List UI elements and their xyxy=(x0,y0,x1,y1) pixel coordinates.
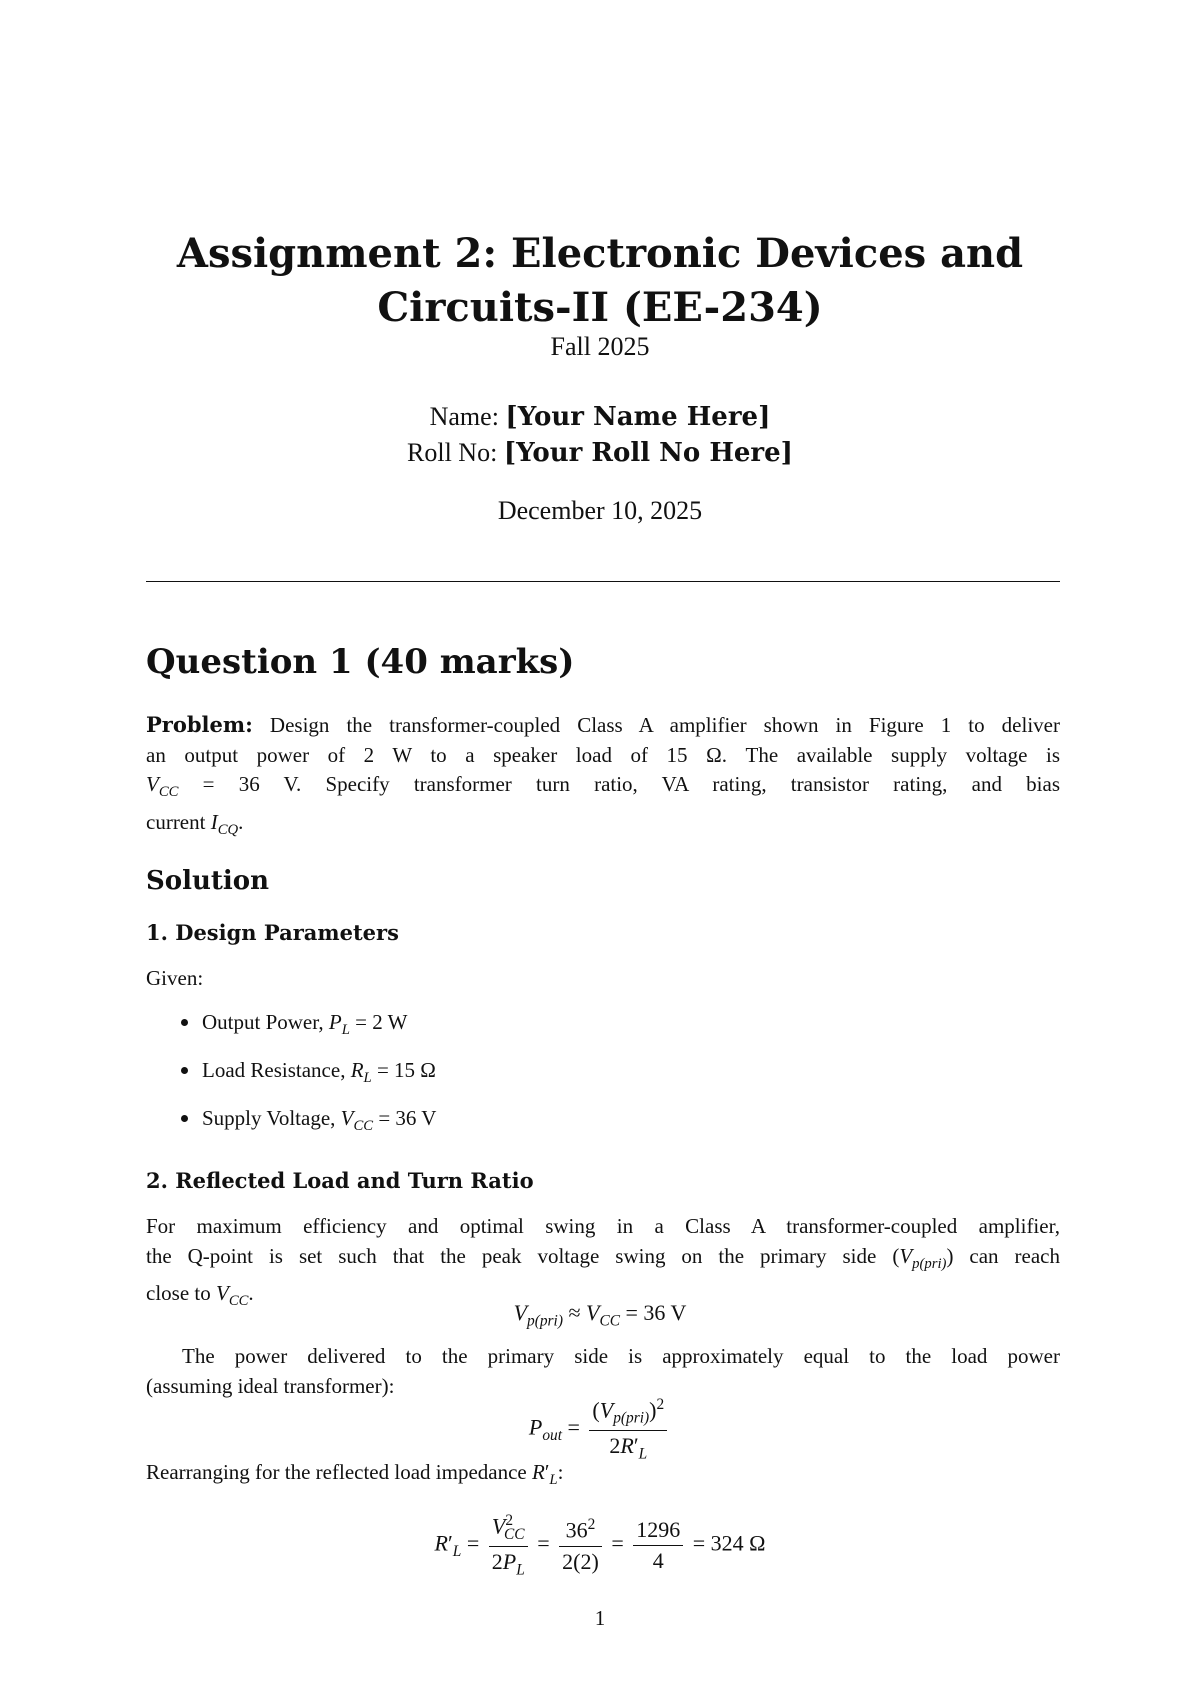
problem-label: Problem: xyxy=(146,712,253,737)
bullet-icon xyxy=(181,1115,188,1122)
roll-value: [Your Roll No Here] xyxy=(503,438,793,468)
section-1-heading: 1. Design Parameters xyxy=(146,920,399,945)
roll-line xyxy=(0,438,1200,468)
name-label: Name: xyxy=(429,402,499,431)
page-number: 1 xyxy=(594,1606,606,1630)
paragraph-efficiency: For maximum efficiency and optimal swing in a Class A transformer-coupled amplifier, the Q-point is set such that the peak voltage swing on the primary side $(V_{p(pri)})$ can reach close to $V_{CC}$. xyxy=(146,1214,1060,1310)
problem-line-4: current xyxy=(146,809,211,834)
equation-pout: $P_{out}$ = $\frac{(V_{p(pri)})^2}{2R'_L}$ xyxy=(0,1396,1200,1463)
problem-statement: Problem: Design the transformer-coupled Class A amplifier shown in Figure 1 to deliver an output power of 2 W to a speaker load of 15 Ω. The available supply voltage is $V_{CC} = 36$ V. Specify transformer turn ratio, VA rating, transistor rating, and bias current $I_{CQ}$. xyxy=(146,712,1060,838)
name-line xyxy=(0,402,1200,432)
paragraph-power: The power delivered to the primary side is approximately equal to the load power (assuming ideal transformer): xyxy=(146,1344,1060,1398)
given-label: Given: xyxy=(146,966,204,990)
bullet-icon xyxy=(181,1067,188,1074)
bullet-icon xyxy=(181,1019,188,1026)
section-2-heading: 2. Reflected Load and Turn Ratio xyxy=(146,1168,534,1193)
name-value: [Your Name Here] xyxy=(505,402,771,432)
bullet-output-power: Output Power, $P_L = 2$ W xyxy=(181,1010,407,1039)
horizontal-rule xyxy=(146,581,1060,582)
problem-line-2: an output power of 2 W to a speaker load of 15 Ω. The available supply voltage is xyxy=(146,742,1060,767)
date: December 10, 2025 xyxy=(497,496,703,525)
equation-vp-approx: $V_{p(pri)} \approx V_{CC} = 36$ V xyxy=(513,1300,687,1330)
solution-heading: Solution xyxy=(146,866,270,896)
problem-line-3: = 36 V. Specify transformer turn ratio, VA rating, transistor rating, and bias xyxy=(178,772,1060,796)
bullet-load-resistance: Load Resistance, $R_L = 15$ Ω xyxy=(181,1058,436,1087)
term: Fall 2025 xyxy=(550,332,650,361)
title-line-2: Circuits-II (EE-234) xyxy=(377,284,823,331)
problem-line-1: Design the transformer-coupled Class A amplifier shown in Figure 1 to deliver xyxy=(269,713,1060,737)
title-line-1: Assignment 2: Electronic Devices and xyxy=(176,230,1024,277)
bullet-supply-voltage: Supply Voltage, $V_{CC} = 36$ V xyxy=(181,1106,436,1135)
equation-reflected-load: $R'_L$ = $\frac{V^2_{CC}}{2P_L}$ = $\frac{36^2}{2(2)}$ = $\frac{1296}{4}$ = 324 Ω xyxy=(434,1512,766,1579)
question-heading: Question 1 (40 marks) xyxy=(146,642,575,682)
paragraph-rearrange: Rearranging for the reflected load impedance $R'_L$: xyxy=(146,1460,564,1489)
roll-label: Roll No: xyxy=(407,438,498,467)
